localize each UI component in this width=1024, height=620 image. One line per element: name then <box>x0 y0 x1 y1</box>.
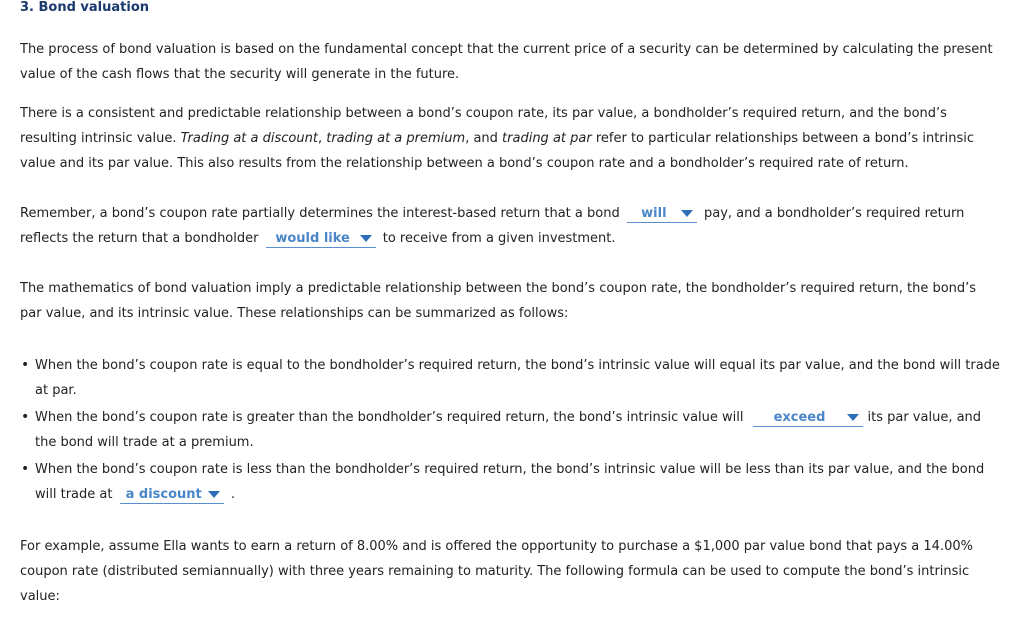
exceed-dropdown-value: exceed <box>773 410 826 425</box>
caret-down-icon <box>681 210 693 217</box>
coupon-rate-paragraph <box>20 201 1000 251</box>
will-dropdown[interactable] <box>627 205 697 223</box>
separator: , and <box>465 131 503 146</box>
bullet-less-text-1: When the bond’s coupon rate is less than the bondholder’s required return, the bond’s intrinsic value will be less than its par value, and the bond will trade at <box>35 462 985 502</box>
section-title: 3. Bond valuation <box>20 0 150 15</box>
bullet-less-period: . <box>230 487 236 502</box>
intro-paragraph: The process of bond valuation is based on the fundamental concept that the current price of a security can be determined by calculating the present value of the cash flows that the security will generate in the future. <box>20 42 993 82</box>
relationship-text-2: refer to particular relationships between a bond’s intrinsic value and its par value. This also results from the relationship between a bond’s coupon rate and a bondholder’s required rate of return. <box>20 131 975 171</box>
would-like-dropdown-value: would like <box>275 231 350 246</box>
would-like-dropdown[interactable] <box>266 230 376 248</box>
bullet-greater-text-2: its par value, and the bond will trade at a premium. <box>35 410 982 450</box>
bullet-greater <box>20 405 1000 455</box>
will-dropdown-value: will <box>641 206 667 221</box>
separator: , <box>317 131 327 146</box>
bullet-list-less <box>20 457 1000 507</box>
coupon-text-2: pay, and a bondholder’s required return reflects the return that a bondholder <box>20 206 965 246</box>
coupon-text-1: Remember, a bond’s coupon rate partially determines the interest-based return that a bond <box>20 206 620 221</box>
term-discount: Trading at a discount <box>180 131 318 146</box>
mathematics-paragraph: The mathematics of bond valuation imply a predictable relationship between the bond’s coupon rate, the bondholder’s required return, the bond’s par value, and its intrinsic value. These relationships can be summarized as follows: <box>20 281 977 321</box>
bullet-less <box>20 457 1000 507</box>
relationship-text-1: There is a consistent and predictable relationship between a bond’s coupon rate, its par value, a bondholder’s required return, and the bond’s resulting intrinsic value. <box>20 106 947 146</box>
relationship-paragraph <box>20 101 1000 176</box>
bullet-list-equal <box>20 353 1000 403</box>
coupon-text-3: to receive from a given investment. <box>382 231 616 246</box>
bullet-list-greater <box>20 405 1000 455</box>
exceed-dropdown[interactable] <box>753 409 863 427</box>
bullet-greater-text-1: When the bond’s coupon rate is greater than the bondholder’s required return, the bond’s intrinsic value will <box>35 410 744 425</box>
caret-down-icon <box>360 235 372 242</box>
term-premium: trading at a premium <box>326 131 466 146</box>
term-par: trading at par <box>502 131 592 146</box>
caret-down-icon <box>847 414 859 421</box>
example-paragraph: For example, assume Ella wants to earn a return of 8.00% and is offered the opportunity to purchase a $1,000 par value bond that pays a 14.00% coupon rate (distributed semiannually) with three years remaining to maturity. The following formula can be used to compute the bond’s intrinsic value: <box>20 539 973 604</box>
caret-down-icon <box>208 491 220 498</box>
bullet-equal: • When the bond’s coupon rate is equal to the bondholder’s required return, the bond’s intrinsic value will equal its par value, and the bond will trade at par. <box>20 353 1000 403</box>
discount-dropdown-value: a discount <box>125 487 202 502</box>
discount-dropdown[interactable] <box>120 486 224 504</box>
